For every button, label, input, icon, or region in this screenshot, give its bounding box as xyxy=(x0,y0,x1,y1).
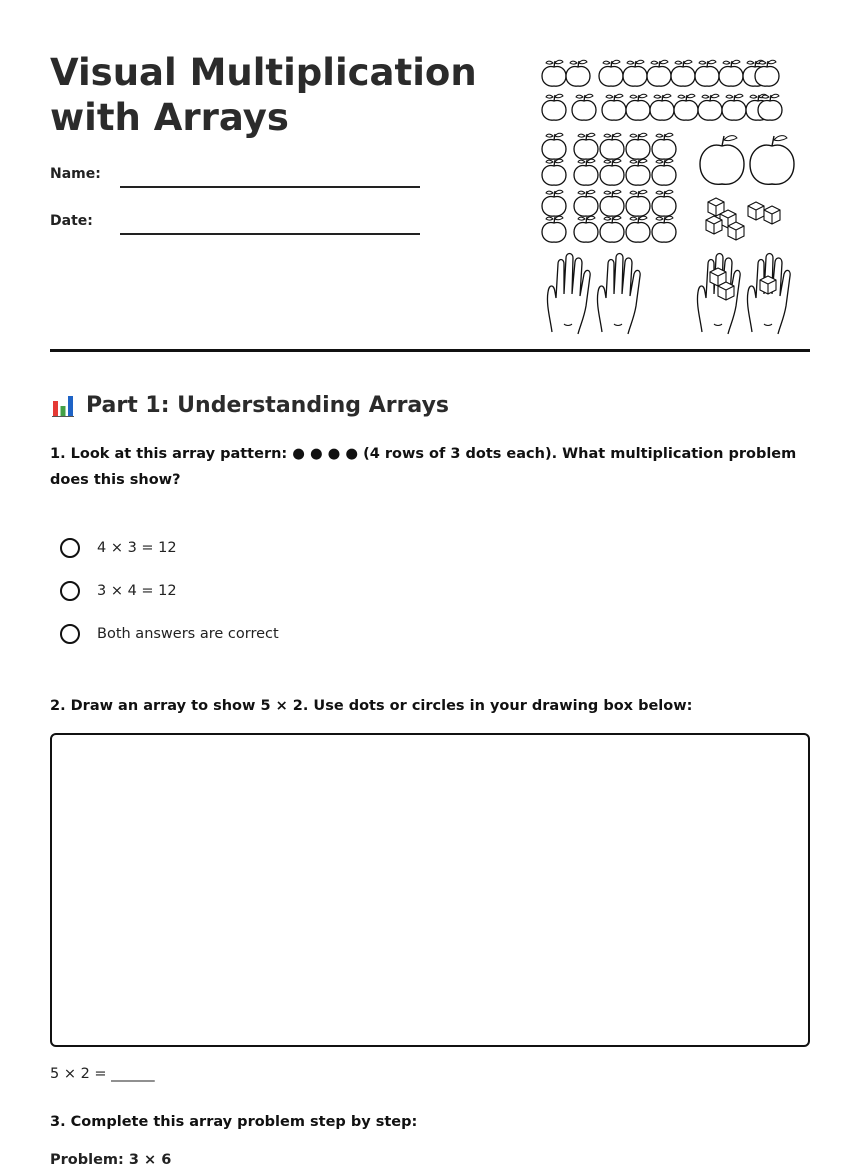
title-line-2: with Arrays xyxy=(50,96,289,139)
q1-option-2-label: 3 × 4 = 12 xyxy=(97,583,177,599)
q1-option-2-radio[interactable] xyxy=(60,581,80,601)
q1-option-1-radio[interactable] xyxy=(60,538,80,558)
question-2: 2. Draw an array to show 5 × 2. Use dots or circles in your drawing box below: xyxy=(50,698,693,714)
q3-problem: Problem: 3 × 6 xyxy=(50,1152,172,1168)
drawing-box[interactable] xyxy=(50,733,810,1047)
date-label: Date: xyxy=(50,213,93,229)
page-title xyxy=(50,50,510,140)
part1-title: Part 1: Understanding Arrays xyxy=(86,392,450,418)
q1-option-3[interactable] xyxy=(60,621,279,647)
q1-option-1-label: 4 × 3 = 12 xyxy=(97,540,177,556)
q2-answer-line[interactable]: 5 × 2 = ______ xyxy=(50,1066,155,1082)
name-label: Name: xyxy=(50,166,101,182)
q1-option-1[interactable] xyxy=(60,535,177,561)
part1-heading xyxy=(50,388,449,422)
title-line-1: Visual Multiplication xyxy=(50,51,477,94)
q1-option-3-label: Both answers are correct xyxy=(97,626,279,642)
question-3: 3. Complete this array problem step by step: xyxy=(50,1114,418,1130)
q1-option-2[interactable] xyxy=(60,578,177,604)
name-field[interactable] xyxy=(50,164,430,188)
date-field[interactable] xyxy=(50,211,430,235)
date-line[interactable] xyxy=(120,233,420,235)
q1-option-3-radio[interactable] xyxy=(60,624,80,644)
name-line[interactable] xyxy=(120,186,420,188)
bar-chart-icon xyxy=(50,392,76,418)
header-divider xyxy=(50,349,810,352)
apples-blocks-hands-illustration xyxy=(538,54,798,338)
question-1: 1. Look at this array pattern: ● ● ● ● (4 rows of 3 dots each). What multiplication problem does this show? xyxy=(50,446,797,488)
